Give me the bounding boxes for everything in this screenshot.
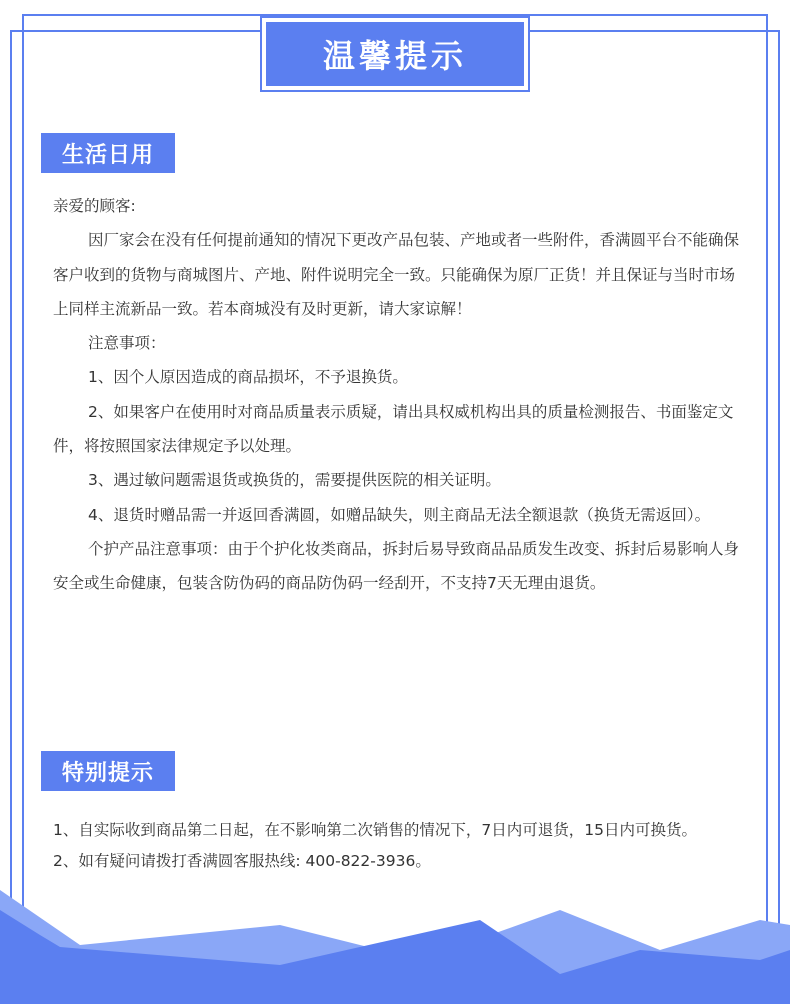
page-title: 温馨提示 xyxy=(262,18,528,90)
notice-item: 3、遇过敏问题需退货或换货的，需要提供医院的相关证明。 xyxy=(88,471,501,490)
intro-paragraph: 因厂家会在没有任何提前通知的情况下更改产品包装、产地或者一些附件，香满圆平台不能确保客户收到的货物与商城图片、产地、附件说明完全一致。只能确保为原厂正货！并且保证与当时市场上同样主流新品一致。若本商城没有及时更新，请大家谅解！ xyxy=(53,231,740,318)
section-heading-daily-use: 生活日用 xyxy=(41,133,175,173)
special-item: 1、自实际收到商品第二日起，在不影响第二次销售的情况下，7日内可退货，15日内可换货。 xyxy=(53,821,697,839)
notice-item: 4、退货时赠品需一并返回香满圆，如赠品缺失，则主商品无法全额退款（换货无需返回）。 xyxy=(88,505,711,524)
daily-use-content xyxy=(53,189,743,601)
notice-item: 1、因个人原因造成的商品损坏，不予退换货。 xyxy=(88,368,408,387)
special-notice-content xyxy=(53,815,743,877)
section-heading-special-notice: 特别提示 xyxy=(41,751,175,791)
notice-item: 2、如果客户在使用时对商品质量表示质疑，请出具权威机构出具的质量检测报告、书面鉴定文件，将按照国家法律规定予以处理。 xyxy=(53,402,734,456)
decorative-wave-footer xyxy=(0,890,790,1004)
special-item: 2、如有疑问请拨打香满圆客服热线: 400-822-3936。 xyxy=(53,852,431,870)
wave-front-shape xyxy=(0,910,790,1004)
greeting: 亲爱的顾客: xyxy=(53,197,136,215)
personal-care-notice: 个护产品注意事项：由于个护化妆类商品，拆封后易导致商品品质发生改变、拆封后易影响人身安全或生命健康，包装含防伪码的商品防伪码一经刮开，不支持7天无理由退货。 xyxy=(53,539,740,593)
notice-title: 注意事项： xyxy=(88,334,166,353)
